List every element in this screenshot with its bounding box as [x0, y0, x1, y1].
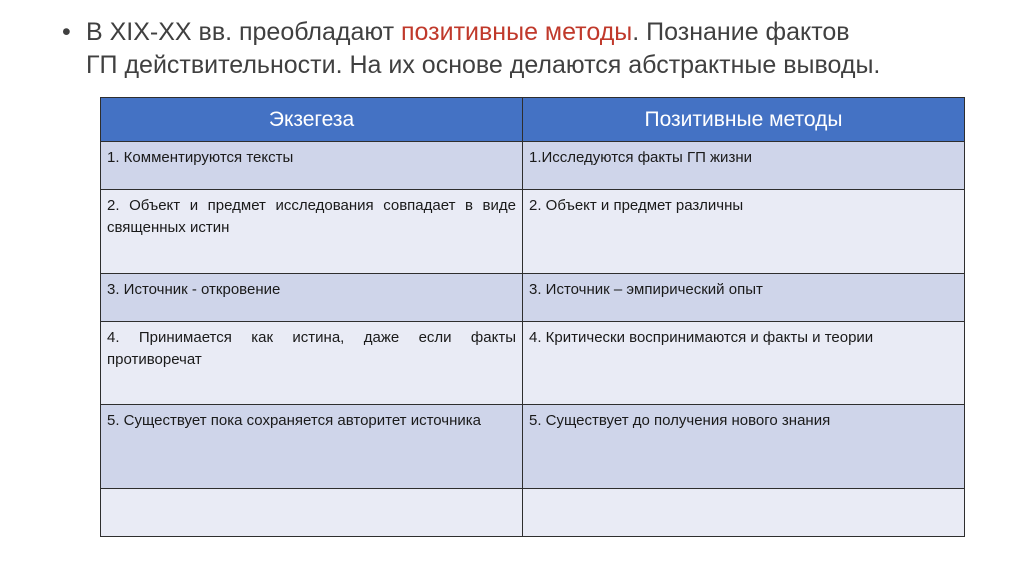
- table-header-row: [101, 98, 965, 142]
- cell-positive-3: 3. Источник – эмпирический опыт: [523, 274, 965, 322]
- cell-exegesis-4: 4. Принимается как истина, даже если факты противоречат: [101, 322, 523, 405]
- bullet-highlight: позитивные методы: [401, 18, 633, 46]
- bullet-text-start: В XIX-XX вв. преобладают: [86, 18, 402, 46]
- table-row: [101, 405, 965, 489]
- bullet-text-end: . Познание фактов: [632, 18, 850, 46]
- header-exegesis: Экзегеза: [101, 98, 523, 142]
- cell-exegesis-6: [101, 489, 523, 537]
- comparison-table: [100, 97, 965, 537]
- header-positive-methods: Позитивные методы: [523, 98, 965, 142]
- cell-positive-2: 2. Объект и предмет различны: [523, 190, 965, 274]
- bullet-paragraph: [62, 16, 962, 82]
- cell-exegesis-3: 3. Источник - откровение: [101, 274, 523, 322]
- table-row: [101, 190, 965, 274]
- cell-positive-5: 5. Существует до получения нового знания: [523, 405, 965, 489]
- cell-positive-6: [523, 489, 965, 537]
- bullet-marker: •: [62, 18, 71, 46]
- cell-exegesis-5: 5. Существует пока сохраняется авторитет источника: [101, 405, 523, 489]
- cell-positive-1: 1.Исследуются факты ГП жизни: [523, 142, 965, 190]
- bullet-text-line2: ГП действительности. На их основе делаются абстрактные выводы.: [86, 51, 881, 79]
- bullet-text: [86, 16, 962, 82]
- table-row: [101, 274, 965, 322]
- cell-exegesis-1: 1. Комментируются тексты: [101, 142, 523, 190]
- cell-positive-4: 4. Критически воспринимаются и факты и теории: [523, 322, 965, 405]
- cell-exegesis-2: 2. Объект и предмет исследования совпадает в виде священных истин: [101, 190, 523, 274]
- table-row: [101, 489, 965, 537]
- table-row: [101, 142, 965, 190]
- table-row: [101, 322, 965, 405]
